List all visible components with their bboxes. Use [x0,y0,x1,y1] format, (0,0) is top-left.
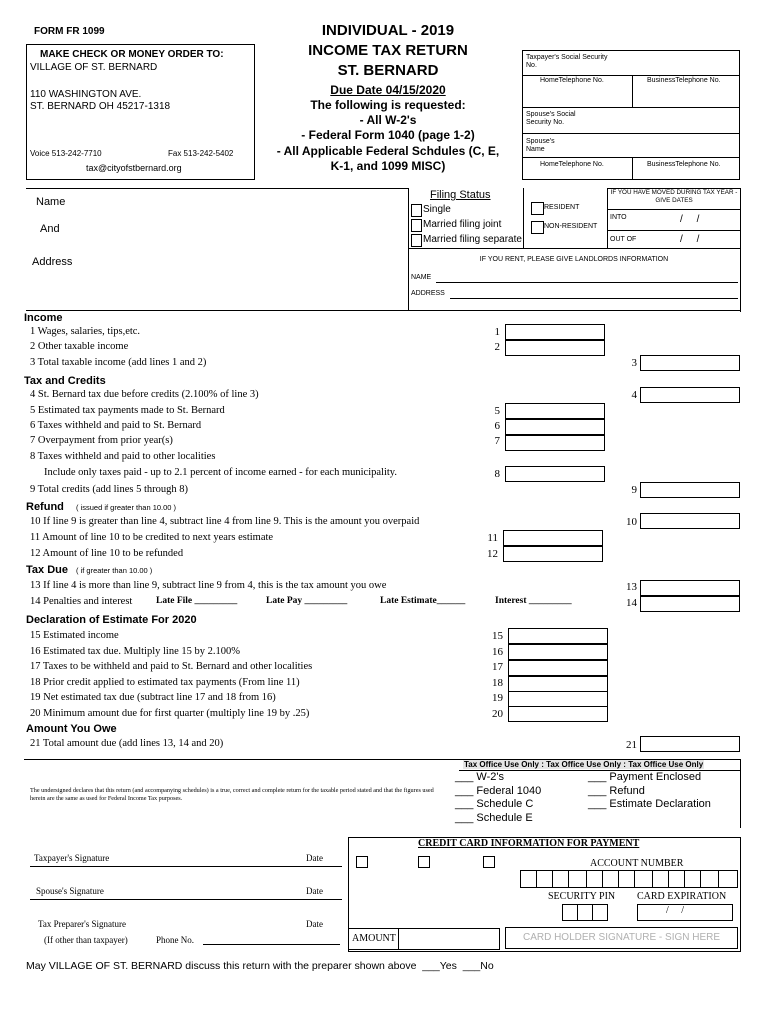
refund-note: ( issued if greater than 10.00 ) [76,503,177,512]
line-7-number: 7 [494,435,500,447]
filing-status-title: Filing Status [430,189,491,201]
taxpayer-date-label: Date [306,853,323,863]
income-heading: Income [24,312,63,324]
office-refund: ___ Refund [588,785,645,797]
business-tel-label: BusinessTelephone No. [647,77,721,84]
line-8-label: 8 Taxes withheld and paid to other localities [30,451,216,462]
card-expiration-separator: / / [666,905,685,916]
line-15-number: 15 [492,630,503,642]
office-schedule-c: ___ Schedule C [455,798,534,810]
line-8-note: Include only taxes paid - up to 2.1 percent of income earned - for each municipality. [44,467,397,478]
single-label: Single [423,204,451,215]
business-tel-label-2: BusinessTelephone No. [647,161,721,168]
line-6-number: 6 [494,420,500,432]
requested-item-1: - All W-2's [359,113,417,127]
line-1-number: 1 [494,326,500,338]
into-date[interactable]: / / [680,214,700,225]
line-21-number: 21 [626,739,637,751]
resident-label: RESIDENT [544,204,580,211]
spouse-signature-line[interactable] [30,899,342,900]
landlord-address-label: ADDRESS [411,290,445,297]
line-2-label: 2 Other taxable income [30,341,129,352]
requested-item-3: - All Applicable Federal Schdules (C, E, [276,144,500,158]
nonresident-label: NON-RESIDENT [544,223,598,230]
line-19-input[interactable] [508,691,608,707]
preparer-discuss-question: May VILLAGE OF ST. BERNARD discuss this return with the preparer shown above ___Yes ___No [26,960,494,972]
late-estimate-field[interactable]: Late Estimate______ [380,596,466,606]
spouse-name-label: Spouse's Name [526,138,555,153]
rent-note: IF YOU RENT, PLEASE GIVE LANDLORDS INFORMATION [479,256,669,263]
line-13-label: 13 If line 4 is more than line 9, subtract line 9 from 4, this is the tax amount you owe [30,580,387,591]
line-10-input[interactable] [640,513,740,529]
address-input[interactable] [100,252,400,292]
line-6-label: 6 Taxes withheld and paid to St. Bernard [30,420,202,431]
card-expiration-label: CARD EXPIRATION [637,891,727,902]
single-checkbox[interactable] [411,204,422,217]
married-joint-label: Married filing joint [423,219,502,230]
line-17-input[interactable] [508,660,608,676]
married-joint-checkbox[interactable] [411,219,422,232]
line-3-label: 3 Total taxable income (add lines 1 and 2) [30,357,207,368]
taxpayer-signature-line[interactable] [30,866,342,867]
line-10-number: 10 [626,516,637,528]
office-w2: ___ W-2's [455,771,504,783]
outof-label: OUT OF [610,236,637,243]
line-3-number: 3 [631,357,637,369]
office-estimate: ___ Estimate Declaration [588,798,711,810]
line-12-number: 12 [487,548,498,560]
spouse-ssn-label: Spouse's Social Security No. [526,111,576,126]
home-tel-label: HomeTelephone No. [540,77,604,84]
preparer-date-label: Date [306,919,323,929]
tax-office-header: Tax Office Use Only : Tax Office Use Only : Tax Office Use Only [464,760,704,769]
line-13-number: 13 [626,581,637,593]
line-18-number: 18 [492,677,503,689]
line-8-number: 8 [494,468,500,480]
name-input[interactable] [100,192,400,212]
line-20-number: 20 [492,708,503,720]
line-2-number: 2 [494,341,500,353]
card-type-checkbox-3[interactable] [483,856,495,868]
nonresident-checkbox[interactable] [531,221,544,234]
line-7-label: 7 Overpayment from prior year(s) [30,435,173,446]
fax-number: Fax 513-242-5402 [168,149,234,158]
line-6-input[interactable] [505,419,605,435]
line-5-label: 5 Estimated tax payments made to St. Bernard [30,405,225,416]
line-14-label: 14 Penalties and interest [30,596,133,607]
card-type-checkbox-1[interactable] [356,856,368,868]
due-date: Due Date 04/15/2020 [330,83,446,97]
requested-item-4: K-1, and 1099 MISC) [330,159,446,173]
village-name: VILLAGE OF ST. BERNARD [30,62,158,73]
line-12-label: 12 Amount of line 10 to be refunded [30,548,184,559]
spouse-name-input[interactable] [100,218,400,238]
line-9-input[interactable] [640,482,740,498]
form-id: FORM FR 1099 [34,26,105,37]
line-10-label: 10 If line 9 is greater than line 4, subtract line 4 from line 9. This is the amount you overpaid [30,516,420,527]
spouse-date-label: Date [306,886,323,896]
preparer-phone-line[interactable] [203,944,340,945]
office-schedule-e: ___ Schedule E [455,812,533,824]
married-separate-label: Married filing separate [423,234,522,245]
preparer-signature-label: Tax Preparer's Signature [38,919,126,929]
title-line-3: ST. BERNARD [337,62,439,79]
line-5-number: 5 [494,405,500,417]
name-label: Name [36,196,66,208]
refund-heading: Refund [26,501,64,513]
line-8-input[interactable] [505,466,605,482]
late-pay-field[interactable]: Late Pay _________ [266,596,348,606]
card-holder-signature-placeholder: CARD HOLDER SIGNATURE - SIGN HERE [522,932,721,943]
taxpayer-signature-label: Taxpayer's Signature [34,853,110,863]
line-18-label: 18 Prior credit applied to estimated tax payments (From line 11) [30,677,300,688]
line-3-input[interactable] [640,355,740,371]
line-17-number: 17 [492,661,503,673]
line-9-number: 9 [631,484,637,496]
make-check-label: MAKE CHECK OR MONEY ORDER TO: [40,49,224,60]
line-11-number: 11 [487,532,498,544]
title-line-1: INDIVIDUAL - 2019 [321,22,455,39]
requested-item-2: - Federal Form 1040 (page 1-2) [301,128,475,142]
line-4-number: 4 [631,389,637,401]
line-15-input[interactable] [508,628,608,644]
line-11-label: 11 Amount of line 10 to be credited to next years estimate [30,532,274,543]
line-12-input[interactable] [503,546,603,562]
line-15-label: 15 Estimated income [30,630,119,641]
tax-due-heading: Tax Due [26,564,68,576]
late-file-field[interactable]: Late File _________ [156,596,238,606]
line-1-input[interactable] [505,324,605,340]
security-pin-input[interactable] [562,904,608,921]
line-14-input[interactable] [640,596,740,612]
line-4-input[interactable] [640,387,740,403]
amount-label: AMOUNT [352,933,396,944]
line-2-input[interactable] [505,340,605,356]
declaration-statement: The undersigned declares that this return (and accompanying schedules) is a true, correct and complete return for the taxable period stated and that the figures used herein are the same as used for Federal Income Tax purposes. [30,787,434,802]
line-21-input[interactable] [640,736,740,752]
requested-label: The following is requested: [310,98,466,112]
credit-card-title: CREDIT CARD INFORMATION FOR PAYMENT [418,838,640,849]
line-7-input[interactable] [505,435,605,451]
line-14-number: 14 [626,597,637,609]
line-4-label: 4 St. Bernard tax due before credits (2.100% of line 3) [30,389,259,400]
line-13-input[interactable] [640,580,740,596]
line-19-number: 19 [492,692,503,704]
line-18-input[interactable] [508,676,608,692]
voice-phone: Voice 513-242-7710 [30,149,102,158]
into-label: INTO [610,214,627,221]
landlord-name-field[interactable] [436,282,738,283]
amount-owe-heading: Amount You Owe [26,723,117,735]
address-line-1: 110 WASHINGTON AVE. [30,89,142,100]
tax-due-note: ( if greater than 10.00 ) [76,566,153,575]
security-pin-label: SECURITY PIN [548,891,616,902]
address-line-2: ST. BERNARD OH 45217-1318 [30,101,171,112]
interest-field[interactable]: Interest _________ [495,596,572,606]
line-1-label: 1 Wages, salaries, tips,etc. [30,326,141,337]
spouse-signature-label: Spouse's Signature [36,886,104,896]
office-payment: ___ Payment Enclosed [588,771,702,783]
line-16-number: 16 [492,646,503,658]
title-line-2: INCOME TAX RETURN [308,42,468,59]
tax-credits-heading: Tax and Credits [24,375,106,387]
home-tel-label-2: HomeTelephone No. [540,161,604,168]
line-16-input[interactable] [508,644,608,660]
moved-note: IF YOU HAVE MOVED DURING TAX YEAR - GIVE DATES [610,189,738,204]
landlord-address-field[interactable] [450,298,738,299]
married-separate-checkbox[interactable] [411,234,422,247]
preparer-note: (If other than taxpayer) [44,935,128,945]
and-label: And [40,223,60,235]
declaration-heading: Declaration of Estimate For 2020 [26,614,197,626]
line-19-label: 19 Net estimated tax due (subtract line 17 and 18 from 16) [30,692,276,703]
line-21-label: 21 Total amount due (add lines 13, 14 and 20) [30,738,224,749]
taxpayer-ssn-label: Taxpayer's Social Security No. [526,54,608,69]
card-expiration-input[interactable] [637,904,733,921]
line-9-label: 9 Total credits (add lines 5 through 8) [30,484,188,495]
line-5-input[interactable] [505,403,605,419]
line-17-label: 17 Taxes to be withheld and paid to St. Bernard and other localities [30,661,313,672]
account-number-label: ACCOUNT NUMBER [590,858,684,869]
resident-checkbox[interactable] [531,202,544,215]
landlord-name-label: NAME [411,274,432,281]
line-20-input[interactable] [508,706,608,722]
line-20-label: 20 Minimum amount due for first quarter (multiply line 19 by .25) [30,708,310,719]
email-address: tax@cityofstbernard.org [86,163,182,173]
office-federal: ___ Federal 1040 [455,785,542,797]
outof-date[interactable]: / / [680,234,700,245]
card-type-checkbox-2[interactable] [418,856,430,868]
phone-label: Phone No. [156,935,194,945]
line-11-input[interactable] [503,530,603,546]
address-label: Address [32,256,73,268]
line-16-label: 16 Estimated tax due. Multiply line 15 by 2.100% [30,646,240,657]
